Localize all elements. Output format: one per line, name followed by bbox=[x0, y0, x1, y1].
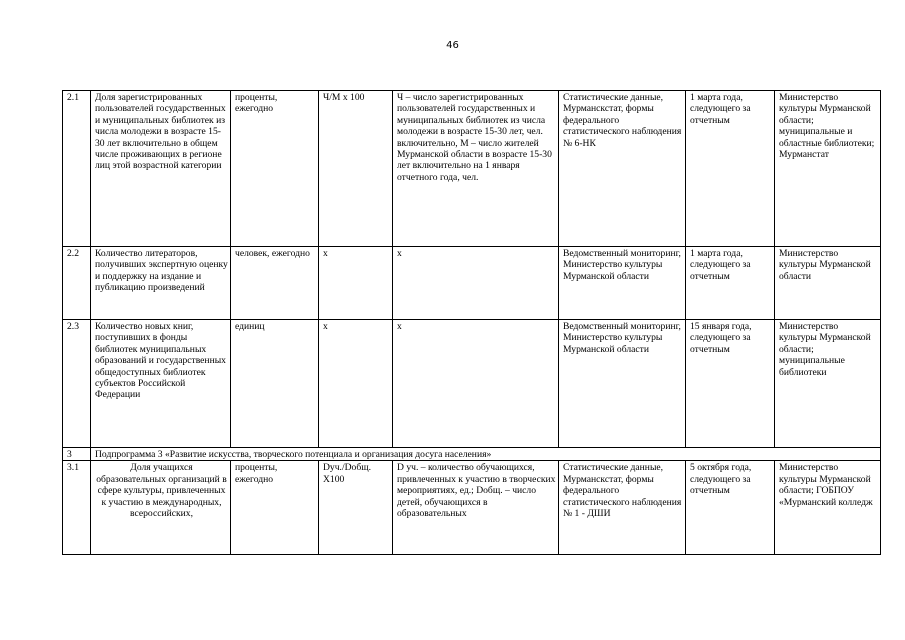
table-row bbox=[63, 91, 881, 247]
unit-cell: единиц bbox=[231, 320, 319, 448]
table-row bbox=[63, 247, 881, 320]
formula-cell: х bbox=[319, 247, 393, 320]
indicator-name: Доля зарегистрированных пользователей государственных и муниципальных библиотек из числа молодежи в возрасте 15-30 лет включительно в общем числе проживающих в регионе лиц этой возрастной категории bbox=[91, 91, 231, 247]
table-row bbox=[63, 461, 881, 555]
source-cell: Статистические данные, Мурманскстат, формы федерального статистического наблюдения № 6-НК bbox=[559, 91, 686, 247]
source-cell: Ведомственный мониторинг, Министерство культуры Мурманской области bbox=[559, 247, 686, 320]
unit-cell: проценты, ежегодно bbox=[231, 91, 319, 247]
table-row bbox=[63, 320, 881, 448]
subprogram-title: Подпрограмма 3 «Развитие искусства, творческого потенциала и организация досуга населения» bbox=[91, 448, 881, 461]
formula-cell: х bbox=[319, 320, 393, 448]
row-number: 3.1 bbox=[63, 461, 91, 555]
description-cell: Ч – число зарегистрированных пользователей государственных и муниципальных библиотек из числа молодежи в возрасте 15-30 лет, чел. включительно, М – число жителей Мурманской области в возрасте 15-30 лет включительно на 1 января отчетного года, чел. bbox=[393, 91, 559, 247]
deadline-cell: 1 марта года, следующего за отчетным bbox=[686, 247, 775, 320]
responsible-cell: Министерство культуры Мурманской области; муниципальные и областные библиотеки; Мурманстат bbox=[775, 91, 881, 247]
unit-cell: проценты, ежегодно bbox=[231, 461, 319, 555]
row-number: 2.1 bbox=[63, 91, 91, 247]
source-cell: Статистические данные, Мурманскстат, формы федерального статистического наблюдения № 1 - ДШИ bbox=[559, 461, 686, 555]
row-number: 2.2 bbox=[63, 247, 91, 320]
deadline-cell: 1 марта года, следующего за отчетным bbox=[686, 91, 775, 247]
responsible-cell: Министерство культуры Мурманской области bbox=[775, 247, 881, 320]
indicators-table bbox=[62, 90, 881, 555]
row-number: 2.3 bbox=[63, 320, 91, 448]
description-cell: х bbox=[393, 320, 559, 448]
indicator-name: Количество новых книг, поступивших в фонды библиотек муниципальных образований и государственных общедоступных библиотек субъектов Российской Федерации bbox=[91, 320, 231, 448]
formula-cell: Ч/М х 100 bbox=[319, 91, 393, 247]
deadline-cell: 5 октября года, следующего за отчетным bbox=[686, 461, 775, 555]
row-number: 3 bbox=[63, 448, 91, 461]
indicator-name: Количество литераторов, получивших экспертную оценку и поддержку на издание и публикацию произведений bbox=[91, 247, 231, 320]
responsible-cell: Министерство культуры Мурманской области; муниципальные библиотеки bbox=[775, 320, 881, 448]
deadline-cell: 15 января года, следующего за отчетным bbox=[686, 320, 775, 448]
description-cell: D уч. – количество обучающихся, привлеченных к участию в творческих мероприятиях, ед.; Dобщ. – число детей, обучающихся в образовательных bbox=[393, 461, 559, 555]
unit-cell: человек, ежегодно bbox=[231, 247, 319, 320]
indicator-name: Доля учащихся образовательных организаций в сфере культуры, привлеченных к участию в международных, всероссийских, bbox=[91, 461, 231, 555]
responsible-cell: Министерство культуры Мурманской области; ГОБПОУ «Мурманский колледж bbox=[775, 461, 881, 555]
description-cell: х bbox=[393, 247, 559, 320]
subprogram-row bbox=[63, 448, 881, 461]
source-cell: Ведомственный мониторинг, Министерство культуры Мурманской области bbox=[559, 320, 686, 448]
formula-cell: Dуч./Dобщ. Х100 bbox=[319, 461, 393, 555]
page-number: 46 bbox=[446, 40, 459, 51]
